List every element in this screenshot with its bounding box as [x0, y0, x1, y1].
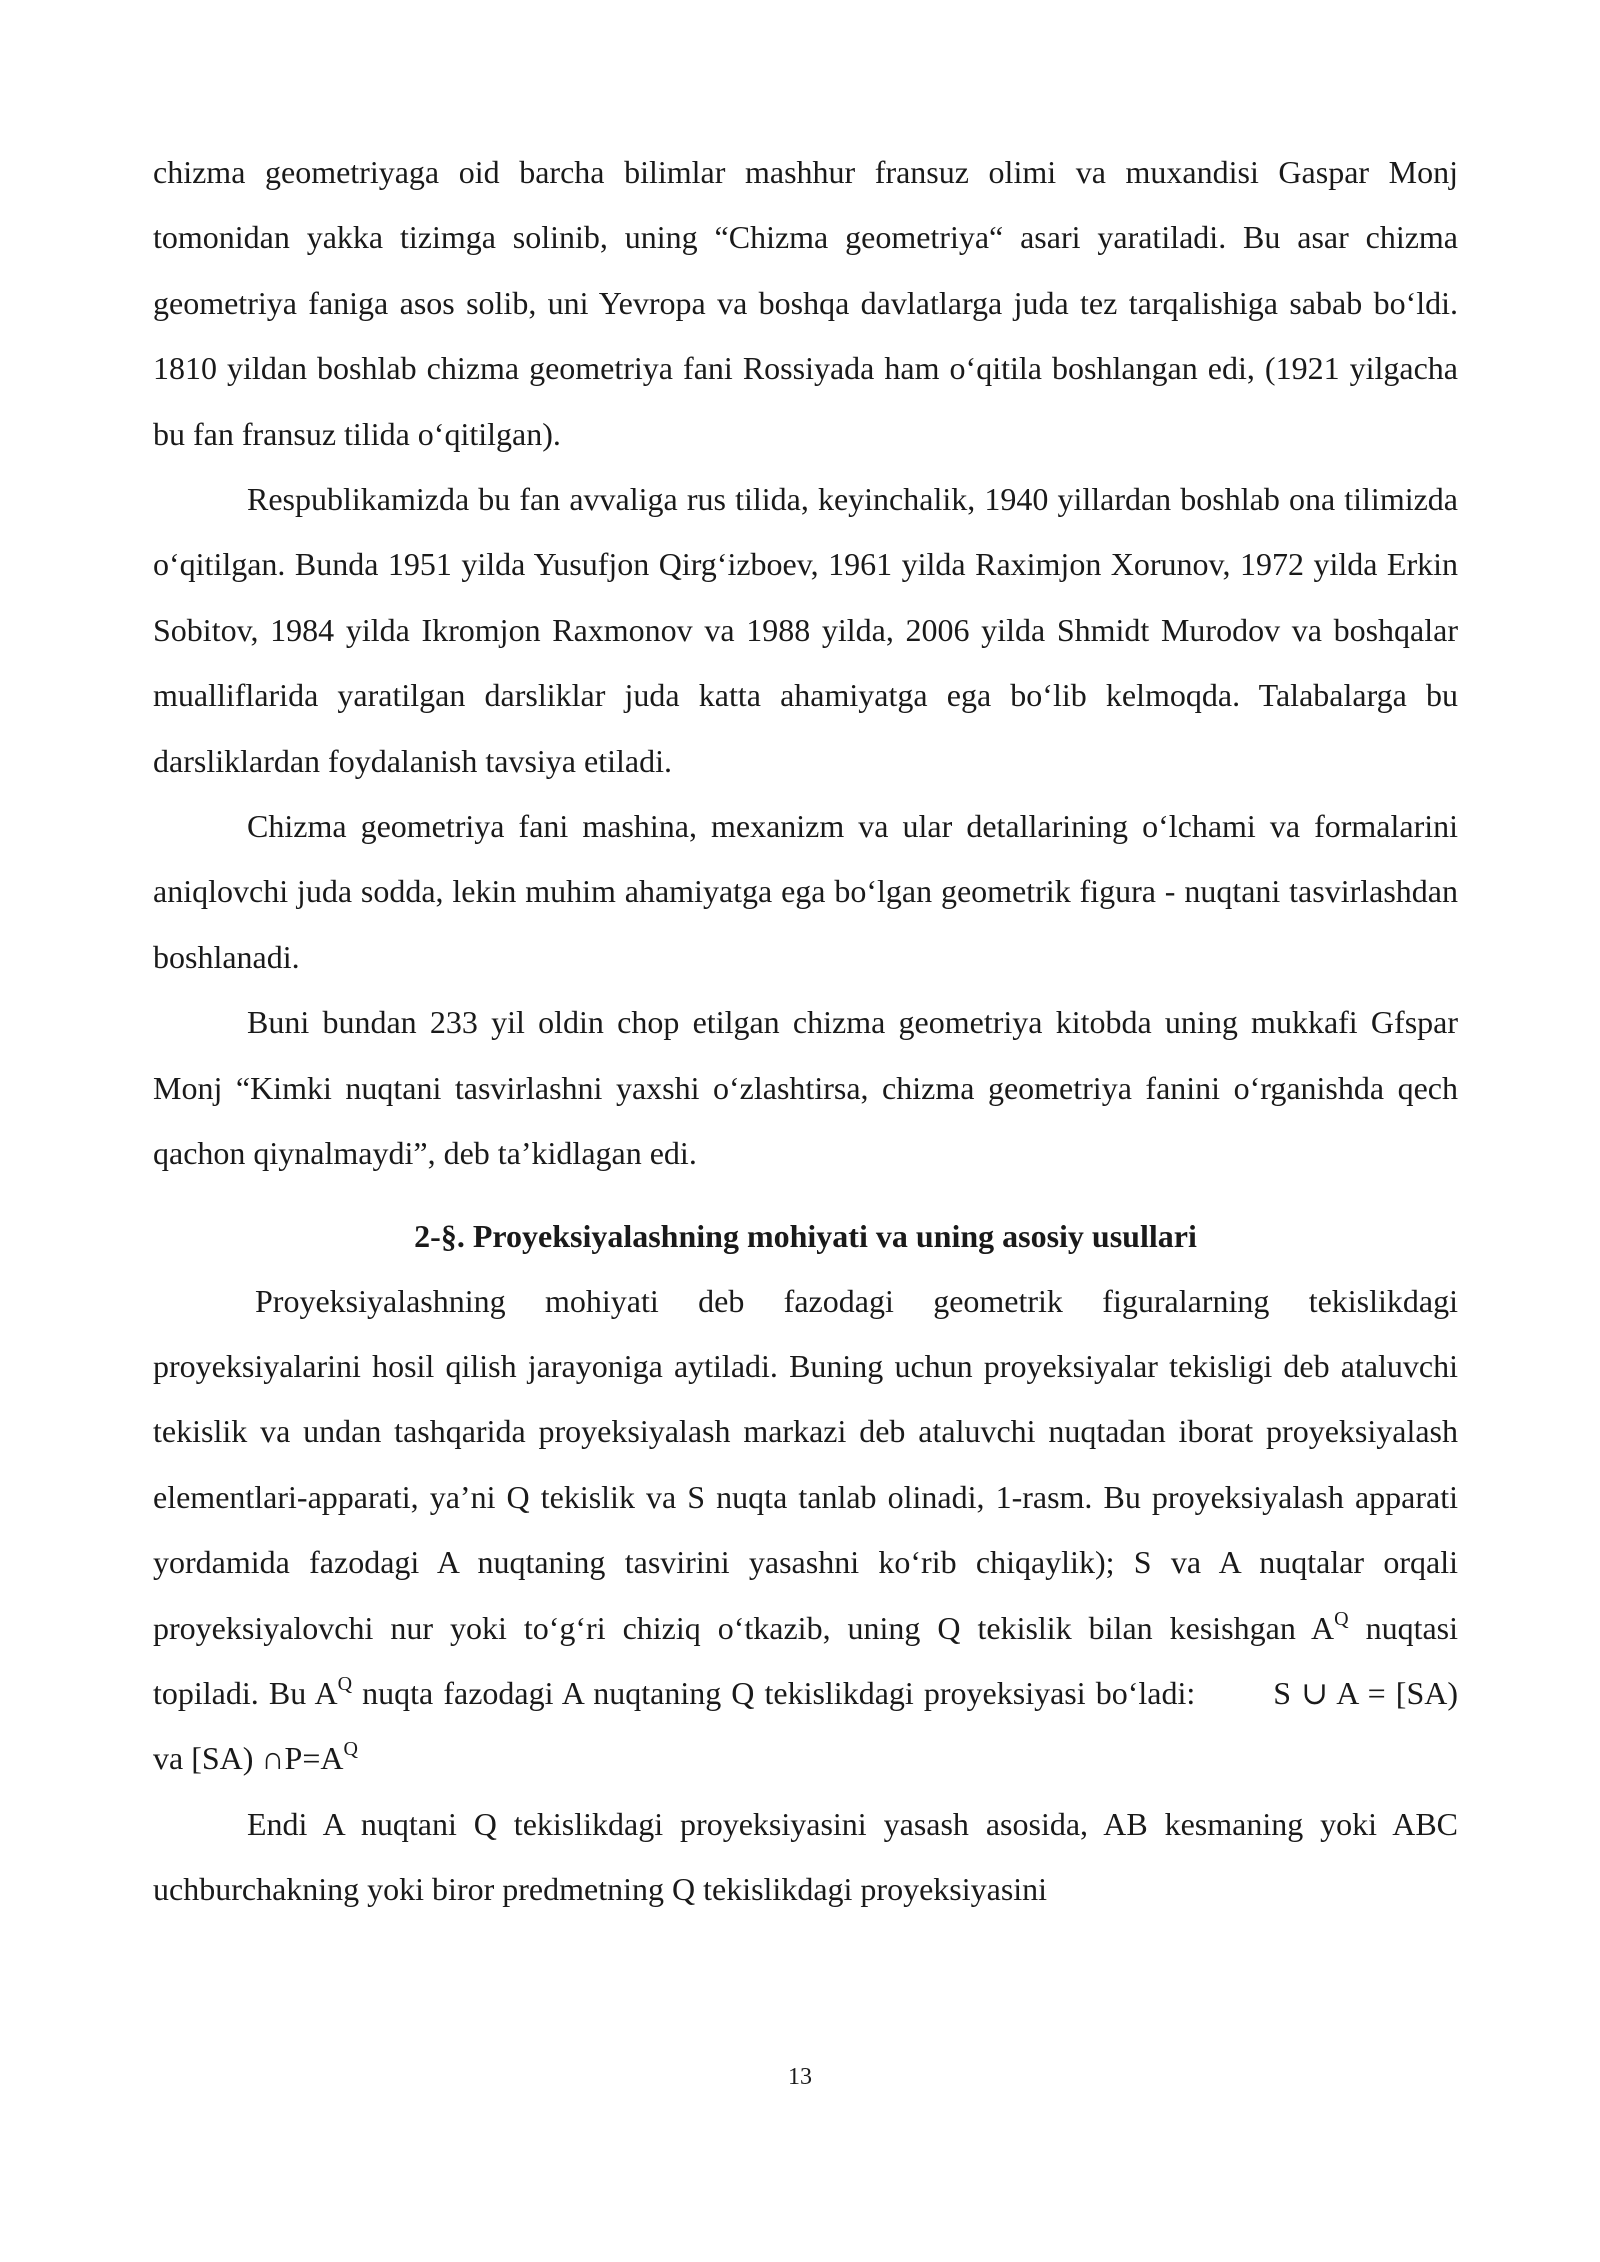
paragraph-point-figure: Chizma geometriya fani mashina, mexanizm va ular detallarining o‘lchami va formalarini aniqlovchi juda sodda, lekin muhim ahamiyatga ega bo‘lgan geometrik figura - nuqtani tasvirlashdan boshlanadi. [153, 808, 1458, 975]
projection-formula: S ∪ A = [SA) va [SA) $\cap P=A^Q$ [153, 1674, 1459, 1777]
paragraph-republic-textbooks: Respublikamizda bu fan avvaliga rus tilida, keyinchalik, 1940 yillardan boshlab ona tilimizda o‘qitilgan. Bunda 1951 yilda Yusufjon Qirg‘izboev, 1961 yilda Raximjon Xorunov, 1972 yilda Erkin Sobitov, 1984 yilda Ikromjon Raxmonov va 1988 yilda, 2006 yilda Shmidt Murodov va boshqalar mualliflarida yaratilgan darsliklar juda katta ahamiyatga ega bo‘lib kelmoqda. Talabalarga bu darsliklardan foydalanish tavsiya etiladi. [153, 481, 1458, 779]
projection-text-start: Proyeksiyalashning mohiyati deb fazodagi geometrik figuralarning tekislikdagi proyeksiyalarini hosil qilish jarayoniga aytiladi. Buning uchun proyeksiyalar tekisligi deb ataluvchi tekislik va undan tashqarida proyeksiyalash markazi deb ataluvchi nuqtadan iborat proyeksiyalash elementlari-apparati, ya’ni Q tekislik va S nuqta tanlab olinadi, 1-rasm. Bu proyeksiyalash apparati yordamida fazodagi A nuqtaning tasvirini yasashni ko‘rib chiqaylik); S va A nuqtalar orqali proyeksiyalovchi nur yoki to‘g‘ri chiziq o‘tkazib, uning Q tekislik bilan kesishgan A [153, 1282, 1458, 1646]
projection-text-end: nuqta fazodagi A nuqtaning Q tekislikdagi proyeksiyasi bo‘ladi: [352, 1674, 1196, 1711]
superscript-q: Q [1334, 1607, 1349, 1630]
paragraph-gaspar-monj: chizma geometriyaga oid barcha bilimlar mashhur fransuz olimi va muxandisi Gaspar Monj tomonidan yakka tizimga solinib, uning “Chizma geometriya“ asari yaratiladi. Bu asar chizma geometriya faniga asos solib, uni Yevropa va boshqa davlatlarga juda tez tarqalishiga sabab bo‘ldi. 1810 yildan boshlab chizma geometriya fani Rossiyada ham o‘qitila boshlangan edi, (1921 yilgacha bu fan fransuz tilida o‘qitilgan). [153, 154, 1458, 452]
paragraph-segment-projection: Endi A nuqtani Q tekislikdagi proyeksiyasini yasash asosida, AB kesmaning yoki ABC uchburchakning yoki biror predmetning Q tekislikdagi proyeksiyasini [153, 1805, 1458, 1908]
paragraph-projection-essence [153, 1269, 1458, 1792]
document-page [153, 140, 1458, 1923]
paragraph-monj-quote: Buni bundan 233 yil oldin chop etilgan chizma geometriya kitobda uning mukkafi Gfspar Monj “Kimki nuqtani tasvirlashni yaxshi o‘zlashtirsa, chizma geometriya fanini o‘rganishda qech qachon qiynalmaydi”, deb ta’kidlagan edi. [153, 1004, 1458, 1172]
page-number: 13 [788, 2064, 812, 2090]
superscript-q: Q [337, 1672, 353, 1695]
superscript-q: Q [343, 1738, 358, 1761]
section-heading: 2-§. Proyeksiyalashning mohiyati va uning asosiy usullari [414, 1217, 1197, 1254]
projection-text-middle: nuqtasi topiladi. Bu A [153, 1609, 1459, 1711]
